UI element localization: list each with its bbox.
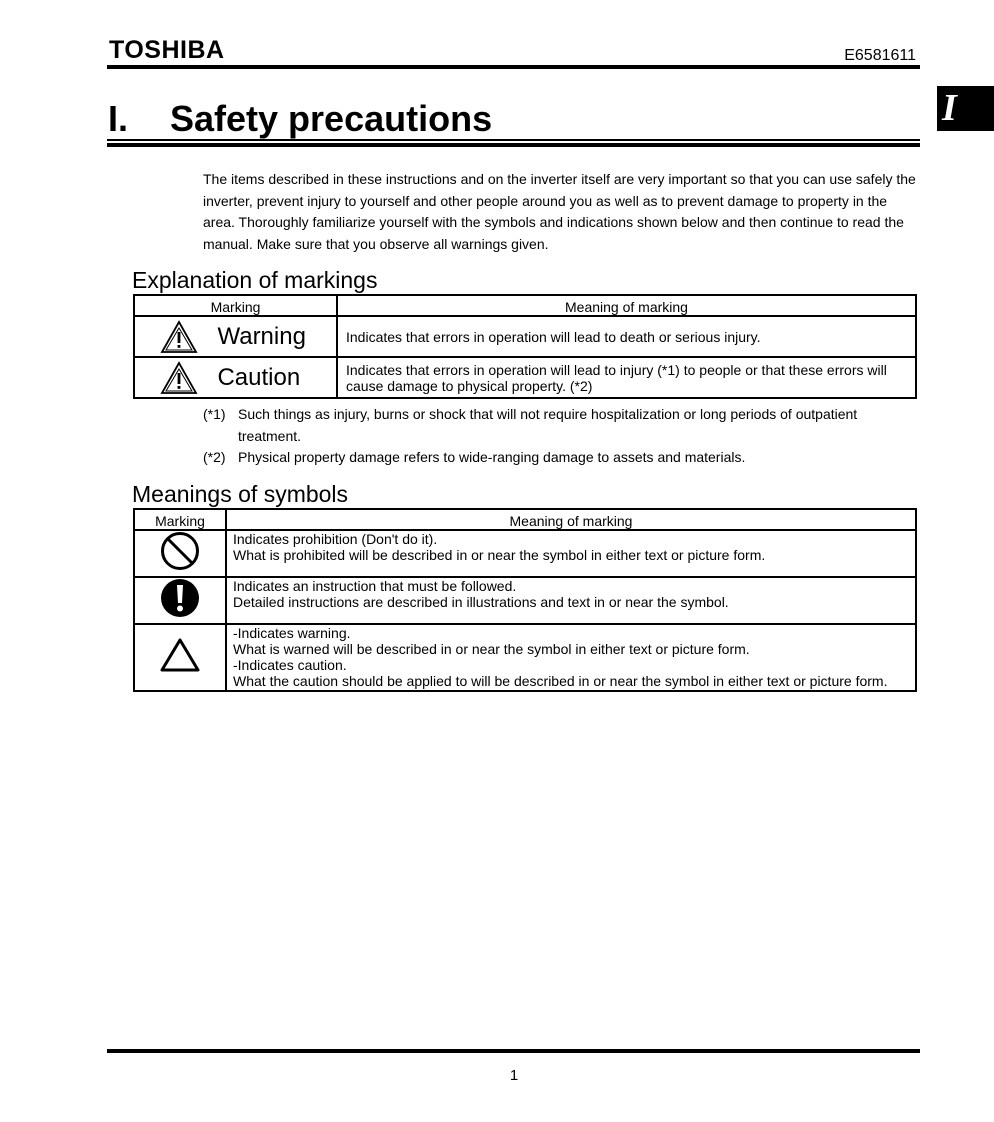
footnote-label: (*2) (203, 449, 226, 465)
footnote-1 (203, 404, 921, 447)
title-rule-thin (107, 139, 920, 141)
page-number: 1 (509, 1067, 519, 1084)
marking-cell-warning (134, 316, 337, 357)
footnote-text: Such things as injury, burns or shock that will not require hospitalization or long periods of outpatient treatment. (238, 406, 858, 444)
table-row (134, 316, 916, 357)
symbols-heading: Meanings of symbols (132, 481, 349, 507)
chapter-number: I. (108, 98, 129, 139)
column-header-meaning: Meaning of marking (337, 295, 916, 316)
caution-label: Caution (217, 363, 301, 391)
brand-logo: TOSHIBA (109, 36, 225, 64)
meaning-line: Detailed instructions are described in illustrations and text in or near the symbol. (233, 594, 729, 610)
table-row (134, 577, 916, 624)
warning-label: Warning (217, 322, 306, 350)
title-rule-thick (107, 143, 920, 147)
table-row (134, 530, 916, 577)
markings-table (133, 294, 917, 399)
page-title (108, 98, 492, 140)
column-header-marking: Marking (134, 295, 337, 316)
symbol-cell (134, 530, 226, 577)
symbol-meaning (226, 577, 916, 624)
meaning-line: -Indicates warning. (233, 625, 351, 641)
table-row (134, 357, 916, 398)
warning-triangle-icon (159, 319, 199, 355)
meaning-line: What is warned will be described in or near the symbol in either text or picture form. (233, 641, 750, 657)
prohibition-icon (160, 531, 200, 571)
meaning-line: Indicates an instruction that must be followed. (233, 578, 517, 594)
meaning-line: What is prohibited will be described in or near the symbol in either text or picture form. (233, 547, 766, 563)
intro-paragraph: The items described in these instructions and on the inverter itself are very important so that you can use safely the inverter, prevent injury to yourself and other people around you as well as to prevent damage to property in the area. Thoroughly familiarize yourself with the symbols and indications shown below and then continue to read the manual. Make sure that you observe all warnings given. (203, 171, 916, 252)
chapter-tab: I (937, 86, 994, 131)
symbol-meaning (226, 624, 916, 691)
footnote-text: Physical property damage refers to wide-ranging damage to assets and materials. (238, 449, 746, 465)
table-header-row (134, 295, 916, 316)
warning-meaning: Indicates that errors in operation will lead to death or serious injury. (337, 316, 916, 357)
caution-triangle-icon (159, 360, 199, 396)
symbol-cell (134, 577, 226, 624)
marking-cell-caution (134, 357, 337, 398)
symbol-cell (134, 624, 226, 691)
footnotes (203, 404, 921, 469)
symbol-meaning (226, 530, 916, 577)
warning-caution-triangle-icon (159, 637, 201, 673)
footnote-label: (*1) (203, 406, 226, 422)
symbols-table (133, 508, 917, 692)
meaning-line: What the caution should be applied to will be described in or near the symbol in either text or picture form. (233, 673, 888, 689)
table-header-row (134, 509, 916, 530)
document-number: E6581611 (844, 47, 916, 64)
caution-meaning: Indicates that errors in operation will lead to injury (*1) to people or that these errors will cause damage to physical property. (*2) (337, 357, 916, 398)
table-row (134, 624, 916, 691)
chapter-title: Safety precautions (170, 98, 493, 139)
meaning-line: -Indicates caution. (233, 657, 347, 673)
markings-heading: Explanation of markings (132, 267, 378, 293)
column-header-marking: Marking (134, 509, 226, 530)
header-rule (107, 65, 920, 69)
column-header-meaning: Meaning of marking (226, 509, 916, 530)
mandatory-instruction-icon (160, 578, 200, 618)
footnote-2 (203, 447, 921, 469)
footer-rule (107, 1049, 920, 1053)
meaning-line: Indicates prohibition (Don't do it). (233, 531, 438, 547)
